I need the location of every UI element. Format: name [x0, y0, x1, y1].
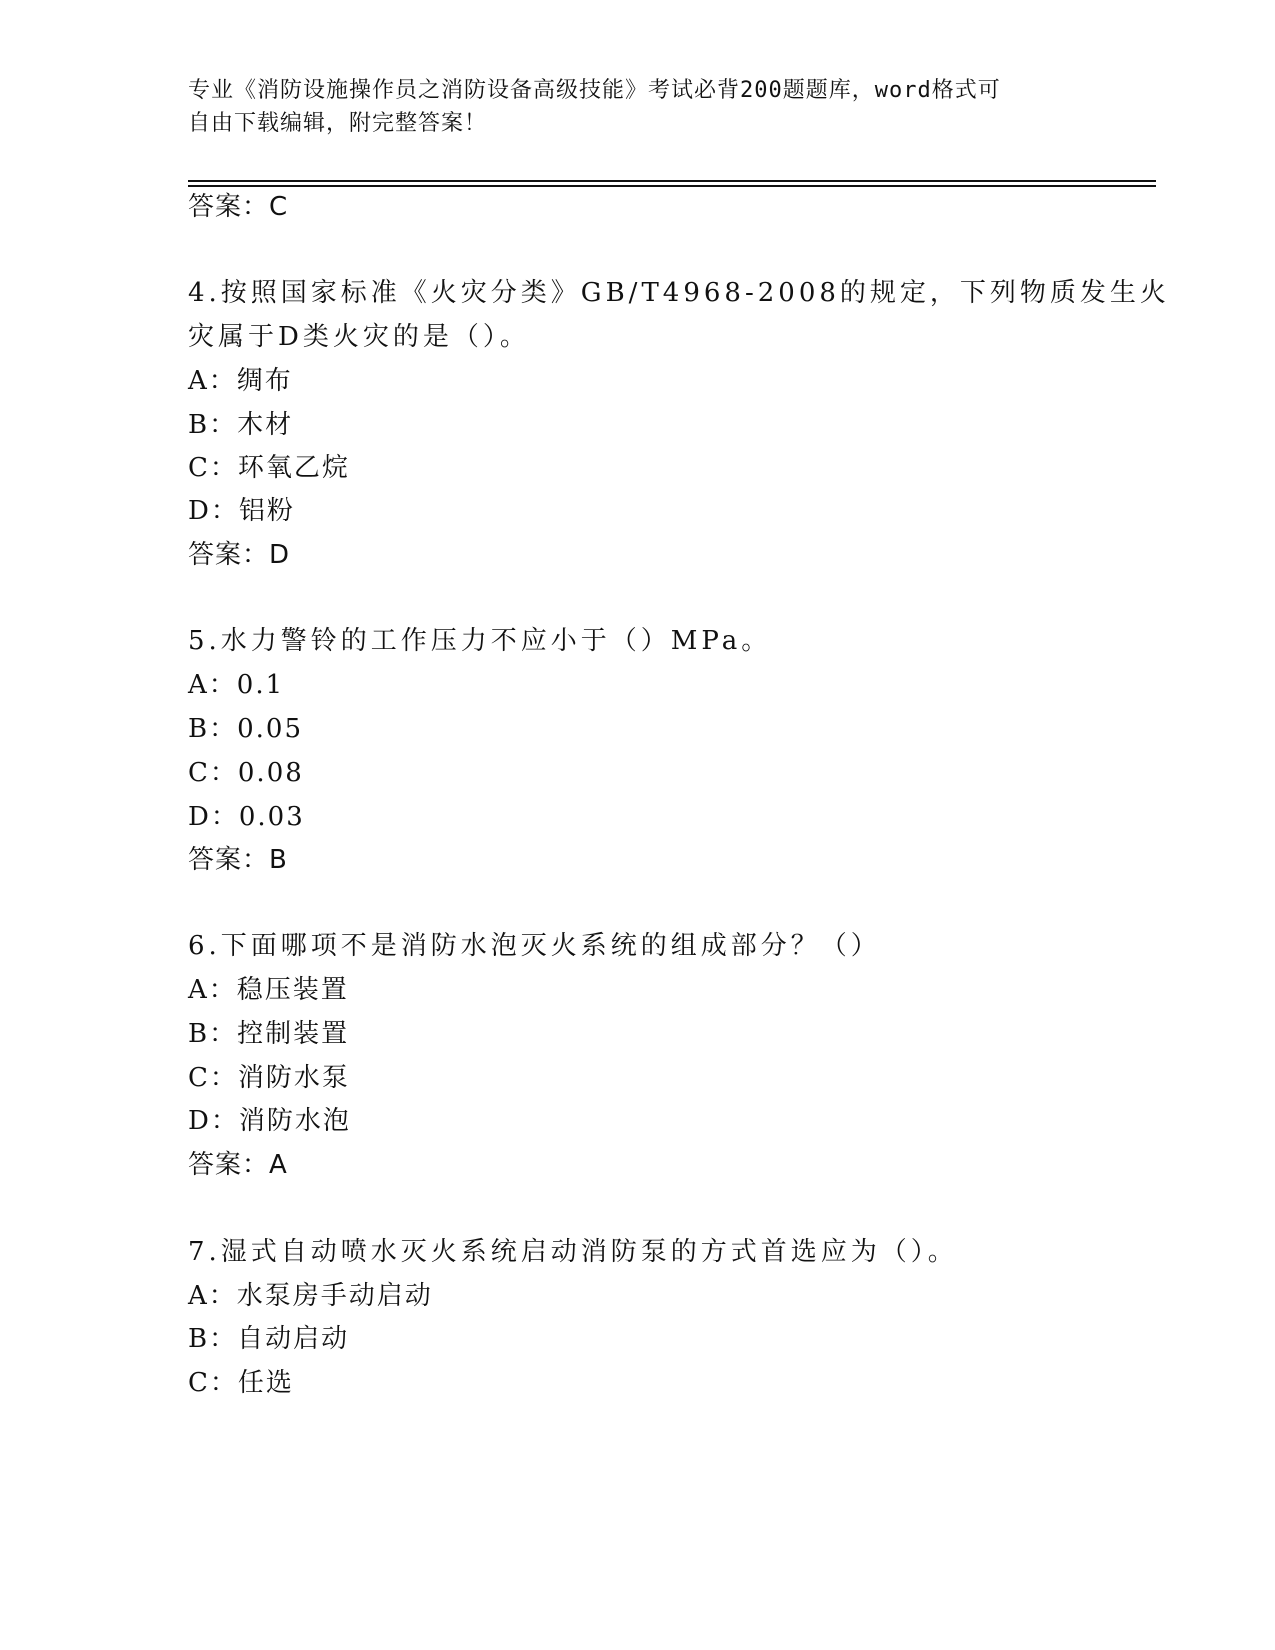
question-5-option-d: D：0.03 — [188, 802, 305, 832]
question-5-option-c: C：0.08 — [188, 758, 304, 788]
question-6-option-c: C：消防水泵 — [188, 1063, 350, 1093]
answer-prev: 答案：C — [188, 192, 289, 222]
question-4-stem-line-2: 灾属于D类火灾的是（）。 — [188, 322, 530, 352]
question-7-option-c: C：任选 — [188, 1368, 294, 1398]
question-6-stem: 6.下面哪项不是消防水泡灭火系统的组成部分？（） — [188, 931, 881, 961]
header-divider-bottom — [188, 185, 1156, 187]
question-7-option-a: A：水泵房手动启动 — [188, 1281, 433, 1311]
document-header — [188, 74, 1088, 140]
question-4-option-b: B：木材 — [188, 410, 294, 440]
question-6-option-a: A：稳压装置 — [188, 975, 349, 1005]
question-6-option-d: D：消防水泡 — [188, 1106, 351, 1136]
question-4-option-c: C：环氧乙烷 — [188, 453, 350, 483]
question-5-option-b: B：0.05 — [188, 714, 303, 744]
question-5-option-a: A：0.1 — [188, 670, 285, 700]
question-6-answer: 答案：A — [188, 1150, 288, 1180]
question-4-answer: 答案：D — [188, 540, 291, 570]
question-6-option-b: B：控制装置 — [188, 1019, 350, 1049]
question-7-option-b: B：自动启动 — [188, 1324, 350, 1354]
question-5-stem: 5.水力警铃的工作压力不应小于（）MPa。 — [188, 626, 772, 656]
header-line-2: 自由下载编辑，附完整答案！ — [188, 111, 488, 136]
question-4-option-d: D：铝粉 — [188, 496, 295, 526]
question-5-answer: 答案：B — [188, 845, 288, 875]
question-4-option-a: A：绸布 — [188, 366, 293, 396]
header-divider-top — [188, 180, 1156, 182]
question-4-stem-line-1: 4.按照国家标准《火灾分类》GB/T4968-2008的规定，下列物质发生火 — [188, 278, 1170, 308]
question-7-stem: 7.湿式自动喷水灭火系统启动消防泵的方式首选应为（）。 — [188, 1237, 958, 1267]
header-line-1: 专业《消防设施操作员之消防设备高级技能》考试必背200题题库，word格式可 — [188, 78, 1001, 103]
